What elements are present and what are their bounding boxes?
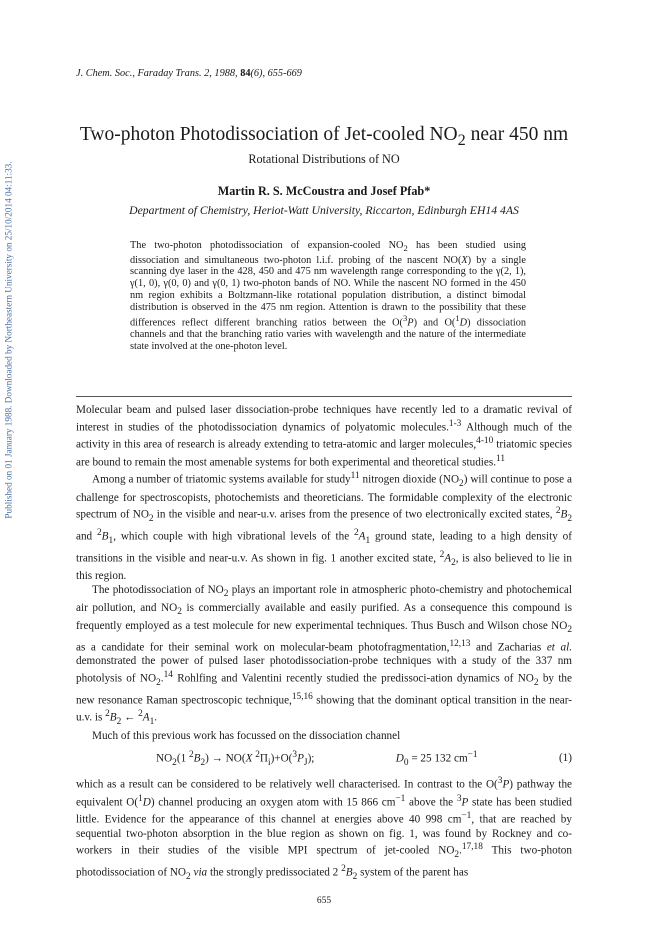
page-number: 655 — [316, 896, 332, 906]
journal-name: J. Chem. Soc., Faraday Trans. 2, — [76, 68, 212, 79]
journal-year: 1988, — [211, 68, 241, 79]
body-text — [76, 404, 572, 885]
equation-1 — [76, 749, 572, 771]
paragraph-2: Among a number of triatomic systems available for study$^{11}$ nitrogen dioxide $(NO_2)$ will continue to pose a challenge for spectroscopists, photochemists and theoreticians. The formidable complexity of the electronic spectrum of $NO_2$ in the visible and near-u.v. arises from the presence of two electronically excited states, $^2B_2$ and $^2B_1$, which couple with high vibrational levels of the $^2A_1$ ground state, leading to a high density of transitions in the visible and near-u.v. As shown in fig. 1 another excited state, $^2A_2$, is also believed to lie in this region. — [76, 471, 572, 583]
equation-energy: $D_0 = 25$ 132 $cm^{-1}$ — [395, 749, 478, 768]
equation-number: (1) — [558, 752, 572, 765]
abstract: The two-photon photodissociation of expansion-cooled $NO_2$ has been studied using dissociation and simultaneous two-photon l.i.f. probing of the nascent NO(X) by a single scanning dye laser in the 428, 450 and 475 nm wavelength range corresponding to the γ(2, 1), γ(1, 0), γ(0, 0) and γ(0, 1) two-photon bands of NO. While the nascent NO formed in the 450 nm region exhibits a Boltzmann-like rotational population distribution, a distinct bimodal distribution is observed in the 475 nm region. Attention is drawn to the possibility that these differences reflect different branching ratios between the O($^3$P) and O($^1$D) dissociation channels and that the branching ratio varies with wavelength and the nature of the intermediate state involved at the one-photon level. — [130, 240, 526, 353]
affiliation: Department of Chemistry, Heriot-Watt University, Riccarton, Edinburgh EH14 4AS — [129, 204, 519, 217]
journal-pages: (6), 655-669 — [250, 68, 302, 79]
download-watermark-text: Published on 01 January 1988. Downloaded by Northeastern University on 25/10/2014 04:11:33. — [4, 161, 15, 519]
paragraph-3: The photodissociation of $NO_2$ plays an important role in atmospheric photo-chemistry and photochemical air pollution, and $NO_2$ is commercially available and easily purified. As a consequence this compound is frequently employed as a test molecule for new experimental techniques. Thus Busch and Wilson chose $NO_2$ as a candidate for their seminal work on molecular-beam photofragmentation,$^{12,13}$ and Zacharias et al. demonstrated the power of pulsed laser photodissociation-probe techniques with a study of the 337 nm photolysis of $NO_2.^{14}$ Rohlfing and Valentini recently studied the predissoci-ation dynamics of $NO_2$ by the new resonance Raman spectroscopic technique,$^{15,16}$ showing that the dominant optical transition in the near-u.v. is $^2B_2$ ← $^2A_1$. — [76, 584, 572, 728]
paragraph-4: Much of this previous work has focussed on the dissociation channel — [92, 729, 401, 742]
paper-subtitle: Rotational Distributions of NO — [248, 152, 400, 166]
paragraph-5: which as a result can be considered to be relatively well characterised. In contrast to the O($^3$P) pathway the equivalent O($^1$D) channel producing an oxygen atom with 15 866 $cm^{-1}$ above the $^3$P state has been studied little. Evidence for the appearance of this channel at energies above 40 998 $cm^{-1}$, that are reached by sequential two-photon absorption in the blue region as shown on fig. 1, was found by Rockney and co-workers in their studies of the visible MPI spectrum of jet-cooled $NO_2.^{17,18}$ This two-photon photodissociation of $NO_2$ via the strongly predissociated 2 $^2B_2$ system of the parent has — [76, 776, 572, 882]
journal-volume: 84 — [240, 68, 251, 79]
author-list: Martin R. S. McCoustra and Josef Pfab* — [217, 184, 431, 198]
paragraph-1: Molecular beam and pulsed laser dissociation-probe techniques have recently led to a dramatic revival of interest in studies of the photodissociation dynamics of polyatomic molecules.$^{1-3}$ Although much of the activity in this area of research is already extending to tetra-atomic and larger molecules,$^{4-10}$ triatomic species are bound to remain the most amenable systems for both experimental and theoretical studies.$^{11}$ — [76, 404, 572, 469]
equation-reaction: $NO_2(1$ $^2B_2) \to NO(X$ $^2\Pi_i)+O(^3P_J)$; — [156, 749, 315, 768]
journal-citation — [76, 68, 302, 79]
section-divider — [76, 396, 572, 397]
paper-title: Two-photon Photodissociation of Jet-cooled $NO_2$ near 450 nm — [79, 124, 569, 149]
